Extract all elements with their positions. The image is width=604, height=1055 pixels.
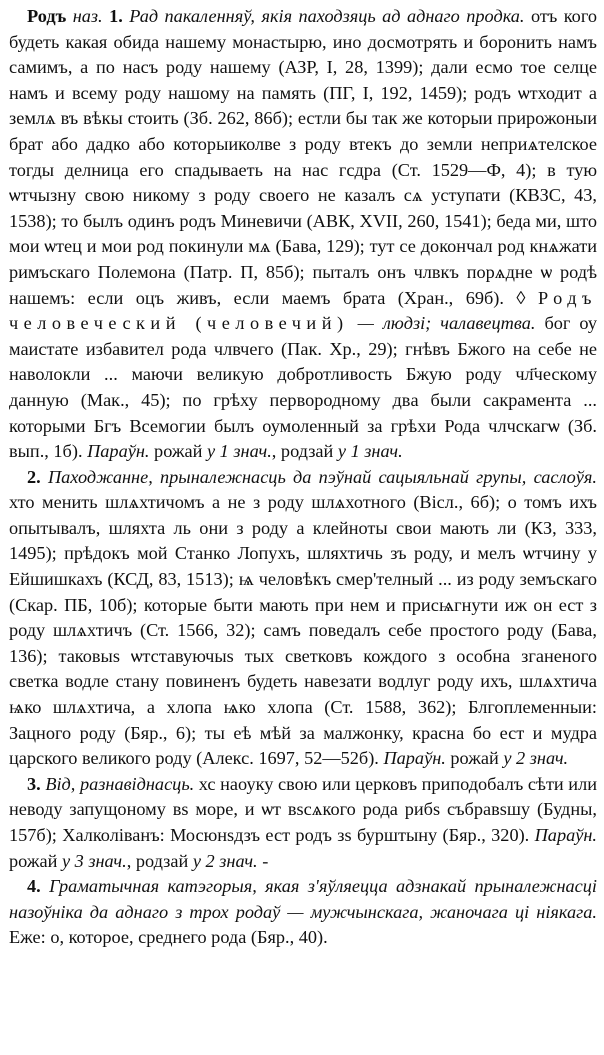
sense-citations: хто менить шлѧхтичомъ а не з роду шлѧхотного (Вісл., 6б); о томъ ихъ опытывалъ, шляхта ль они з роду а клейноты свои мають ли (КЗ, 333, 1495); прѣдокъ мой Станко Лопухъ, шляхтичь зъ роду, и мелъ ѡтчину у Ейшишкахъ (КСД, 83, 1513); ѩ человѣкъ смер'телный ... из роду земъскаго (Скар. ПБ, 10б); которые быти мають при нем и присѩгнути иж он ест з роду шлѧхтичъ (Ст. 1566, 32); самъ поведалъ себе простого роду (Бава, 136); таковыѕ ѡтставуючыѕ тых светковъ кождого з особна зганеного светка водле стану повиненъ будеть навезати водлуг роду ихъ, шлѧхтича ѩко шлѧхтича, а хлопа ѩко хлопа (Ст. 1588, 362); Блгоплеменныи: Зацного роду (Бяр., 6); ты еѣ мѣй за малжонку, красна бо ест и мудра царского великого роду (Алекс. 1697, 52—52б). (9, 492, 597, 769)
parallel-word: рожай (9, 850, 62, 871)
sense-definition: Від, разнавіднасць. (45, 773, 195, 794)
parallel-reference-2: у 1 знач. (337, 441, 403, 462)
sense-citations: отъ кого будеть какая обида нашему монастырю, ино досмотрять и боронить намъ самимъ, а по насъ роду нашему (АЗР, I, 28, 1399); дали есмо тое селце намъ и всему роду нашому на память (ПГ, I, 192, 1459); родъ ѡтходит а землѧ въ вѣкы стоить (Зб. 262, 86б); естли бы так же которыи прирожоныи брат або дадко або которыиколве з роду втекъ до земли неприѧтелское тогды делница его спадываеть на нас гсдра (Ст. 1529—Ф, 4); в тую ѡтчызну свою никому з роду своего не казалъ сѧ уступати (КВЗС, 43, 1538); то былъ одинъ родъ Миневичи (АВК, XVII, 260, 1541); беда ми, што мои ѡтец и мои род покинули мѧ (Бава, 129); тут се докончал род кнѧжати римъскаго Полемона (Патр. П, 85б); пыталъ онъ члвкъ порѧдне ѡ родѣ нашемъ: если оцъ живъ, если маемъ брата (Хран., 69б). ◊ (9, 6, 597, 308)
set-phrase: Родъ человеческий (человечий) (9, 287, 597, 334)
parallel-reference: у 3 знач. (61, 850, 127, 871)
sense-number: 1. (109, 6, 123, 26)
parallel-reference-2: у 2 знач. (192, 850, 258, 871)
sense-definition: Граматычная катэгорыя, якая з'яўляецца адзнакай прыналежнасці назоўніка да аднаго з трох родаў — мужчынскага, жаночага ці ніякага. (9, 876, 597, 922)
sense-citations-continued: бог оу маистате избавител рода члвчего (Пак. Хр., 29); гнѣвъ Бжого на себе не наволокли ... маючи великую добротливость Бжую роду чл҃ческому данную (Мак., 45); по грѣху первородному двa были сакрамента ... которыми Бгъ Всемогии былъ оумоленный за грѣхи Рода члчскагѡ (Зб. вып., 1б). (9, 313, 597, 462)
parallel-reference: у 1 знач. (206, 441, 272, 462)
parallel-label: Параўн. (383, 748, 446, 769)
line-tail-mark: - (257, 850, 269, 871)
headword: Родъ (27, 6, 67, 26)
sense-number: 3. (27, 773, 41, 794)
sense-number: 2. (27, 466, 41, 487)
sense-citations: хс наоуку свою или церковъ приподобалъ сѣти или неводу запущоному вѕ море, и ѡт вѕсѧкого рода рибѕ събравѕшу (Будны, 157б); Халколіванъ: Мосюнѕдзъ ест родъ зѕ бурштыну (Бяр., 320). (9, 773, 597, 845)
dictionary-entry-sense-2 (9, 465, 597, 772)
parallel-word-2: , родзай (126, 850, 193, 871)
sense-citations: Еже: о, которое, среднего рода (Бяр., 40). (9, 927, 328, 948)
parallel-word: рожай (445, 748, 504, 769)
set-phrase-gloss: — людзі; чалавецтва. (348, 313, 536, 334)
parallel-label: Параўн. (534, 825, 597, 845)
dictionary-entry-sense-3 (9, 772, 597, 874)
part-of-speech: наз. (72, 6, 103, 26)
dictionary-entry-sense-4 (9, 874, 597, 951)
parallel-word: рожай (149, 441, 207, 462)
sense-definition: Рад пакаленняў, якія паходзяць ад аднаго продка. (129, 6, 525, 26)
dictionary-entry-sense-1 (9, 4, 597, 465)
sense-definition: Паходжанне, прыналежнасць да пэўнай сацыяльнай групы, саслоўя. (47, 466, 597, 487)
parallel-label: Параўн. (87, 441, 150, 462)
sense-number: 4. (27, 876, 41, 897)
parallel-word-2: , родзай (271, 441, 338, 462)
parallel-reference: у 2 знач. (503, 748, 569, 769)
